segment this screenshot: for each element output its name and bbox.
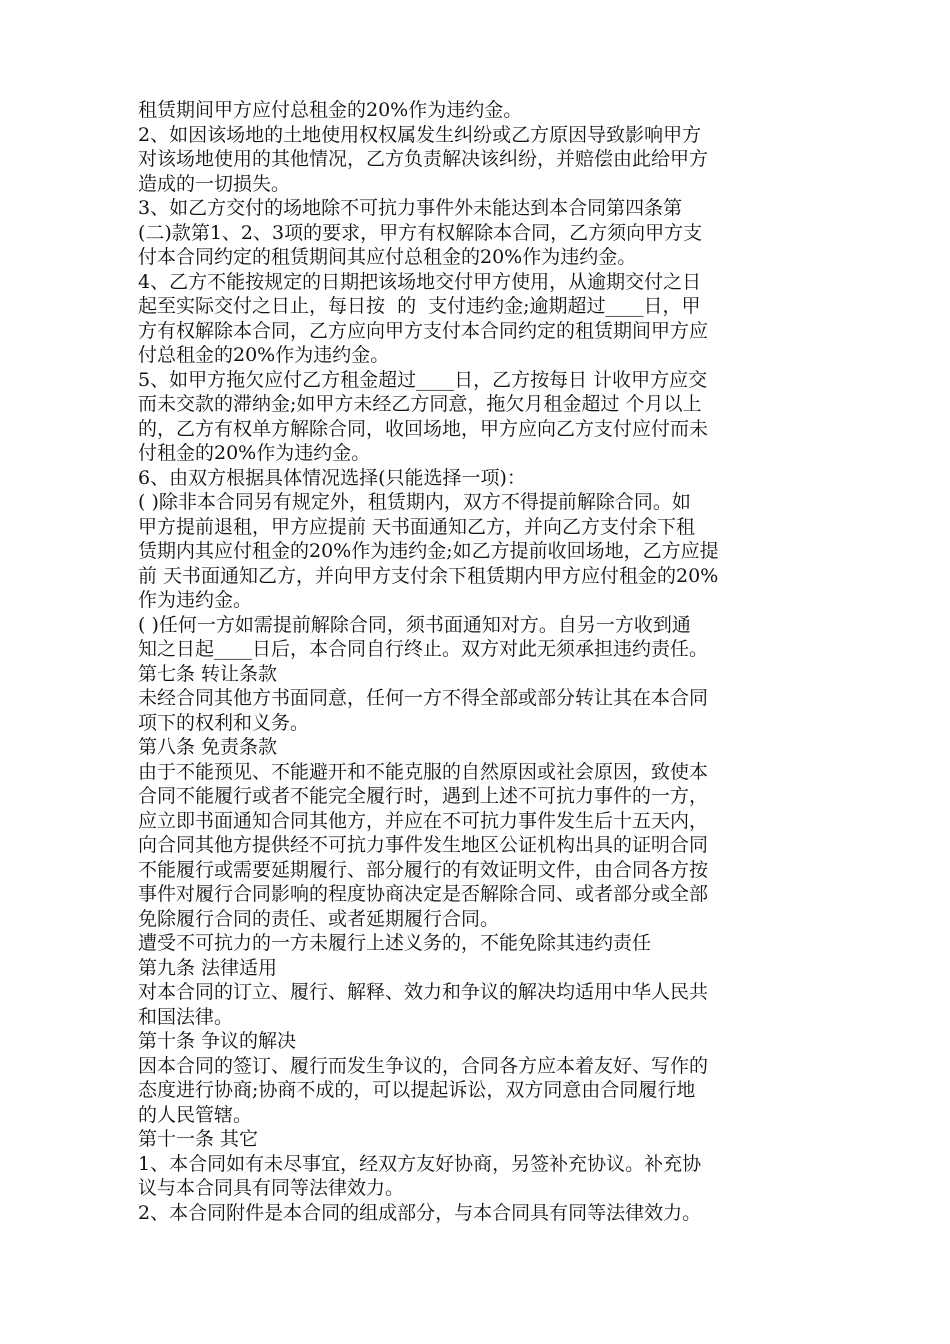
text-line: 2、如因该场地的土地使用权权属发生纠纷或乙方原因导致影响甲方 bbox=[138, 123, 702, 146]
section-heading: 第九条 法律适用 bbox=[138, 956, 278, 979]
text-line: ( )除非本合同另有规定外，租赁期内，双方不得提前解除合同。如 bbox=[138, 491, 691, 513]
text-line: 赁期内其应付租金的20%作为违约金;如乙方提前收回场地，乙方应提 bbox=[138, 540, 719, 562]
text-line: 1、本合同如有未尽事宜，经双方友好协商，另签补充协议。补充协 bbox=[138, 1152, 702, 1175]
text-line: 付租金的20%作为违约金。 bbox=[138, 442, 371, 464]
text-line: 议与本合同具有同等法律效力。 bbox=[138, 1177, 405, 1199]
text-line: 由于不能预见、不能避开和不能克服的自然原因或社会原因，致使本 bbox=[138, 760, 709, 783]
text-line: 4、乙方不能按规定的日期把该场地交付甲方使用，从逾期交付之日 bbox=[138, 270, 702, 293]
text-line: 项下的权利和义务。 bbox=[138, 711, 310, 734]
text-line: 遭受不可抗力的一方未履行上述义务的，不能免除其违约责任 bbox=[138, 932, 652, 954]
text-line: 租赁期间甲方应付总租金的20%作为违约金。 bbox=[138, 99, 523, 121]
text-line: (二)款第1、2、3项的要求，甲方有权解除本合同，乙方须向甲方支 bbox=[138, 221, 703, 244]
text-line: 6、由双方根据具体情况选择(只能选择一项)： bbox=[138, 466, 526, 489]
text-line: 应立即书面通知合同其他方，并应在不可抗力事件发生后十五天内， bbox=[138, 809, 709, 832]
text-line: 方有权解除本合同，乙方应向甲方支付本合同约定的租赁期间甲方应 bbox=[138, 319, 709, 342]
section-heading: 第七条 转让条款 bbox=[138, 662, 278, 685]
text-line: 3、如乙方交付的场地除不可抗力事件外未能达到本合同第四条第 bbox=[138, 197, 683, 219]
text-line: 和国法律。 bbox=[138, 1005, 234, 1028]
section-heading: 第八条 免责条款 bbox=[138, 736, 278, 758]
text-line: 对该场地使用的其他情况，乙方负责解决该纠纷，并赔偿由此给甲方 bbox=[138, 148, 709, 170]
text-line: 付本合同约定的租赁期间其应付总租金的20%作为违约金。 bbox=[138, 246, 637, 268]
text-line: 而未交款的滞纳金;如甲方未经乙方同意，拖欠月租金超过 个月以上 bbox=[138, 393, 702, 415]
text-line: 5、如甲方拖欠应付乙方租金超过____日，乙方按每日 计收甲方应交 bbox=[138, 368, 708, 391]
text-line: 向合同其他方提供经不可抗力事件发生地区公证机构出具的证明合同 bbox=[138, 834, 709, 856]
text-line: 不能履行或需要延期履行、部分履行的有效证明文件，由合同各方按 bbox=[138, 858, 709, 881]
text-line: ( )任何一方如需提前解除合同，须书面通知对方。自另一方收到通 bbox=[138, 613, 691, 636]
text-line: 甲方提前退租，甲方应提前 天书面通知乙方，并向乙方支付余下租 bbox=[138, 515, 696, 538]
text-line: 对本合同的订立、履行、解释、效力和争议的解决均适用中华人民共 bbox=[138, 981, 709, 1003]
section-heading: 第十条 争议的解决 bbox=[138, 1030, 297, 1052]
text-line: 合同不能履行或者不能完全履行时，遇到上述不可抗力事件的一方， bbox=[138, 785, 709, 807]
text-line: 因本合同的签订、履行而发生争议的，合同各方应本着友好、写作的 bbox=[138, 1054, 709, 1077]
text-line: 2、本合同附件是本合同的组成部分，与本合同具有同等法律效力。 bbox=[138, 1201, 702, 1224]
text-line: 免除履行合同的责任、或者延期履行合同。 bbox=[138, 907, 500, 930]
text-line: 起至实际交付之日止，每日按 的 支付违约金;逾期超过____日，甲 bbox=[138, 295, 701, 317]
section-heading: 第十一条 其它 bbox=[138, 1128, 259, 1150]
text-line: 付总租金的20%作为违约金。 bbox=[138, 344, 390, 366]
text-line: 知之日起____日后，本合同自行终止。双方对此无须承担违约责任。 bbox=[138, 638, 709, 660]
document-page bbox=[138, 98, 818, 1225]
text-line: 态度进行协商;协商不成的，可以提起诉讼，双方同意由合同履行地 bbox=[138, 1079, 696, 1101]
text-line: 事件对履行合同影响的程度协商决定是否解除合同、或者部分或全部 bbox=[138, 883, 709, 905]
text-line: 未经合同其他方书面同意，任何一方不得全部或部分转让其在本合同 bbox=[138, 687, 709, 709]
text-line: 前 天书面通知乙方，并向甲方支付余下租赁期内甲方应付租金的20% bbox=[138, 564, 719, 587]
text-line: 的，乙方有权单方解除合同，收回场地，甲方应向乙方支付应付而未 bbox=[138, 417, 709, 440]
text-line: 的人民管辖。 bbox=[138, 1103, 253, 1126]
text-line: 造成的一切损失。 bbox=[138, 172, 291, 195]
text-line: 作为违约金。 bbox=[138, 589, 253, 611]
